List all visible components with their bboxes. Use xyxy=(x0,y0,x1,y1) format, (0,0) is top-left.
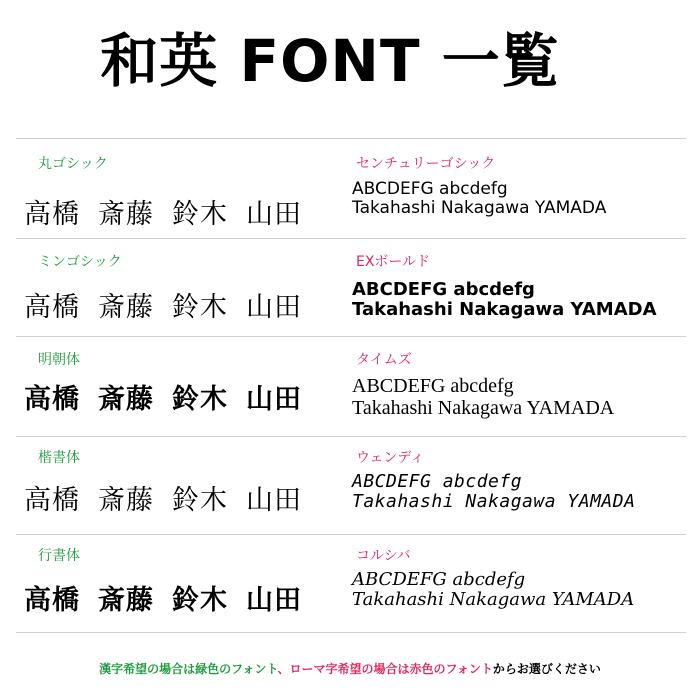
ja-sample-word: 高橋 xyxy=(24,199,80,230)
ja-sample-word: 鈴木 xyxy=(172,199,228,230)
ja-font-name: 明朝体 xyxy=(38,352,80,368)
ja-sample-word: 斎藤 xyxy=(98,292,154,323)
footer-romaji-note: ローマ字希望の場合は赤色のフォント xyxy=(289,662,493,676)
en-sample-line: Takahashi Nakagawa YAMADA xyxy=(352,298,657,320)
ja-sample-word: 高橋 xyxy=(24,384,80,415)
en-sample-line: ABCDEFG abcdefg xyxy=(352,179,508,199)
en-sample-line: Takahashi Nakagawa YAMADA xyxy=(352,588,635,610)
en-sample-line: Takahashi Nakagawa YAMADA xyxy=(352,397,615,419)
ja-sample-word: 高橋 xyxy=(24,292,80,323)
en-sample-line: Takahashi Nakagawa YAMADA xyxy=(352,197,607,218)
divider xyxy=(16,534,686,535)
en-sample-line: ABCDEFG abcdefg xyxy=(352,279,535,300)
footer-separator: 、 xyxy=(277,662,290,676)
en-sample xyxy=(352,472,635,512)
en-font-name: EXボールド xyxy=(356,254,431,270)
ja-sample-word: 斎藤 xyxy=(98,199,154,230)
divider xyxy=(16,436,686,437)
ja-sample-word: 山田 xyxy=(246,292,302,323)
ja-sample-word: 鈴木 xyxy=(172,485,228,516)
ja-sample xyxy=(24,285,320,324)
en-sample xyxy=(352,570,634,610)
footer-kanji-note: 漢字希望の場合は緑色のフォント xyxy=(99,662,278,676)
en-font-name: コルシバ xyxy=(356,548,411,564)
en-sample-line: ABCDEFG abcdefg xyxy=(352,569,526,590)
ja-sample-word: 鈴木 xyxy=(172,292,228,323)
en-sample-line: ABCDEFG abcdefg xyxy=(352,471,523,492)
divider xyxy=(16,632,686,633)
footer-closing: からお選びください xyxy=(492,662,601,676)
ja-sample-word: 斎藤 xyxy=(98,384,154,415)
ja-sample-word: 山田 xyxy=(246,384,302,415)
ja-sample-word: 山田 xyxy=(246,485,302,516)
ja-sample-word: 高橋 xyxy=(24,585,80,616)
ja-sample-word: 鈴木 xyxy=(172,585,228,616)
ja-sample-word: 山田 xyxy=(246,585,302,616)
ja-font-name: ミンゴシック xyxy=(38,254,122,270)
divider xyxy=(16,138,686,139)
en-font-name: タイムズ xyxy=(356,352,412,368)
en-sample xyxy=(352,375,614,419)
ja-sample xyxy=(24,578,320,617)
ja-sample-word: 高橋 xyxy=(24,485,80,516)
ja-font-name: 楷書体 xyxy=(38,450,80,466)
ja-font-name: 行書体 xyxy=(38,548,80,564)
en-sample-line: ABCDEFG abcdefg xyxy=(352,375,514,397)
en-font-name: ウェンディ xyxy=(356,450,425,466)
ja-sample xyxy=(24,377,320,416)
ja-sample xyxy=(24,192,320,231)
ja-font-name: 丸ゴシック xyxy=(38,156,108,172)
ja-sample-word: 斎藤 xyxy=(98,485,154,516)
ja-sample xyxy=(24,478,320,517)
ja-sample-word: 鈴木 xyxy=(172,384,228,415)
en-sample xyxy=(352,180,606,217)
en-font-name: センチュリーゴシック xyxy=(356,156,496,172)
ja-sample-word: 斎藤 xyxy=(98,585,154,616)
ja-sample-word: 山田 xyxy=(246,199,302,230)
divider xyxy=(16,336,686,337)
page-title: 和英 FONT 一覧 xyxy=(100,27,560,95)
en-sample xyxy=(352,280,657,320)
divider xyxy=(16,238,686,239)
footer-note xyxy=(0,660,700,677)
en-sample-line: Takahashi Nakagawa YAMADA xyxy=(352,490,636,512)
